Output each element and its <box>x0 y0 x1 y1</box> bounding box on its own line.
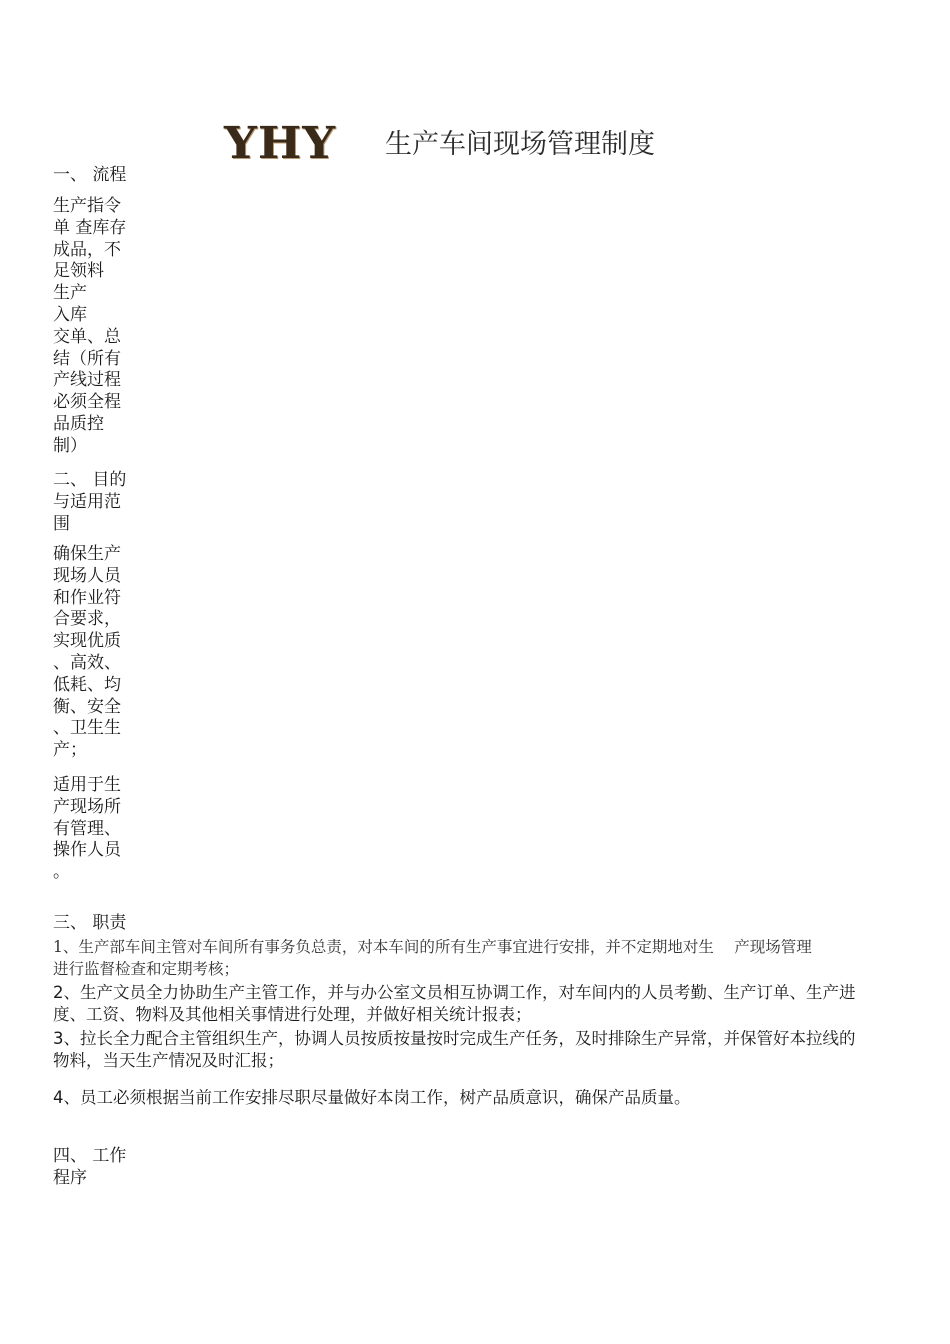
flow-line: 单 查库存 <box>53 217 127 238</box>
purpose-line: 低耗、均 <box>53 674 121 695</box>
purpose-line: 现场人员 <box>53 565 121 586</box>
duty-item-3-line: 物料，当天生产情况及时汇报； <box>53 1051 284 1070</box>
flow-line: 制） <box>53 435 87 456</box>
flow-line: 生产 <box>53 283 87 304</box>
purpose-line: 衡、安全 <box>53 696 121 717</box>
purpose-line: 实现优质 <box>53 631 121 652</box>
flow-line: 足领料 <box>53 261 104 282</box>
purpose-line: 产； <box>53 740 87 761</box>
section4-heading-line: 程序 <box>53 1167 87 1188</box>
duty-item-4 <box>53 1087 923 1109</box>
section2-heading-line: 二、 目的 <box>53 470 127 490</box>
scope-line: 。 <box>53 862 70 883</box>
flow-line: 生产指令 <box>53 196 121 216</box>
flow-line: 品质控 <box>53 413 104 434</box>
page-title: 生产车间现场管理制度 <box>385 129 655 160</box>
duty-item-4-text: 4、员工必须根据当前工作安排尽职尽量做好本岗工作，树产品质意识，确保产品质量。 <box>53 1088 691 1107</box>
purpose-line: 确保生产 <box>53 544 121 564</box>
scope-line: 有管理、 <box>53 818 121 839</box>
section4-heading <box>53 1146 133 1190</box>
flow-line: 入库 <box>53 304 87 325</box>
flow-line: 成品，不 <box>53 239 121 260</box>
duty-item-2-line: 度、工资、物料及其他相关事情进行处理，并做好相关统计报表； <box>53 1005 532 1024</box>
duty-item-2-line: 2、生产文员全力协助生产主管工作，并与办公室文员相互协调工作，对车间内的人员考勤、生产订单、生产进 <box>53 983 856 1002</box>
duty-item-3 <box>53 1028 923 1072</box>
flow-line: 结（所有 <box>53 348 121 369</box>
section4-heading-line: 四、 工作 <box>53 1146 127 1166</box>
duty-item-1 <box>53 936 923 980</box>
section1-heading: 一、 流程 <box>53 165 127 185</box>
flow-line: 交单、总 <box>53 326 121 347</box>
scope-line: 操作人员 <box>53 840 121 861</box>
duty-item-2 <box>53 982 923 1026</box>
purpose-line: 合要求， <box>53 609 121 630</box>
flow-line: 产线过程 <box>53 370 121 391</box>
company-logo: YHY <box>224 117 337 169</box>
section2-heading-line: 围 <box>53 513 70 534</box>
duty-item-3-line: 3、拉长全力配合主管组织生产，协调人员按质按量按时完成生产任务，及时排除生产异常，并保管好本拉线的 <box>53 1029 856 1048</box>
duty-item-1-line: 进行监督检查和定期考核； <box>53 960 240 978</box>
scope-line: 产现场所 <box>53 796 121 817</box>
section2-heading <box>53 470 133 535</box>
purpose-line: 、卫生生 <box>53 718 121 739</box>
purpose-text <box>53 544 133 762</box>
duty-item-1-line: 1、生产部车间主管对车间所有事务负总责，对本车间的所有生产事宜进行安排，并不定期地对生 产现场管理 <box>53 938 812 956</box>
flow-line: 必须全程 <box>53 392 121 413</box>
scope-text <box>53 775 133 884</box>
purpose-line: 、高效、 <box>53 652 121 673</box>
flow-text <box>53 196 133 458</box>
purpose-line: 和作业符 <box>53 587 121 608</box>
scope-line: 适用于生 <box>53 775 121 795</box>
section2-heading-line: 与适用范 <box>53 491 121 512</box>
section3-heading: 三、 职责 <box>53 913 127 933</box>
